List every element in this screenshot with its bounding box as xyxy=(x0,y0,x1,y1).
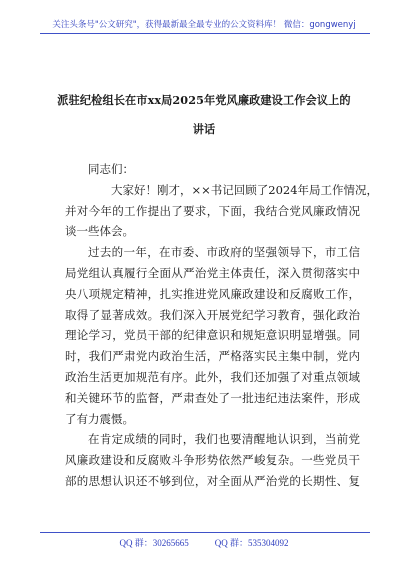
paragraph-line: 央八项规定精神，扎实推进党风廉政建设和反腐败工作， xyxy=(65,286,360,301)
paragraph-line: 并对今年的工作提出了要求，下面，我结合党风廉政情况 xyxy=(65,203,360,218)
document-body xyxy=(65,159,379,492)
paragraph-line: 风廉政建设和反腐败斗争形势依然严峻复杂。一些党员干 xyxy=(65,453,360,468)
paragraph-line: 部的思想认识还不够到位，对全面从严治党的长期性、复 xyxy=(65,473,360,488)
paragraph-line: 了有力震慑。 xyxy=(65,411,134,426)
paragraph-line: 取得了显著成效。我们深入开展党纪学习教育，强化政治 xyxy=(65,307,360,322)
paragraph-line: 谈一些体会。 xyxy=(65,224,134,239)
footer-divider xyxy=(40,532,370,533)
paragraph-line: 政治生活更加规范有序。此外，我们还加强了对重点领域 xyxy=(65,369,360,384)
footer xyxy=(0,536,408,549)
paragraph-line: 理论学习，党员干部的纪律意识和规矩意识明显增强。同 xyxy=(65,328,360,343)
paragraph-line: 局党组认真履行全面从严治党主体责任，深入贯彻落实中 xyxy=(65,265,360,280)
paragraph-line: 过去的一年，在市委、市政府的坚强领导下，市工信 xyxy=(88,245,360,260)
footer-qq-group-2: QQ 群：535304092 xyxy=(214,538,289,548)
footer-qq-group-1: QQ 群：30265665 xyxy=(119,538,189,548)
header-note: 关注头条号"公文研究"，获得最新最全最专业的公文资料库！ 微信：gongwenyj xyxy=(52,20,356,30)
paragraph-line: 时，我们严肃党内政治生活，严格落实民主集中制，党内 xyxy=(65,349,360,364)
paragraph-line: 大家好！刚才，××书记回顾了2024年局工作情况， xyxy=(111,182,379,197)
document-title: 派驻纪检组长在市xx局2025年党风廉政建设工作会议上的 xyxy=(57,93,351,107)
document-title-line2: 讲话 xyxy=(192,122,216,136)
header-divider xyxy=(40,33,370,34)
salutation: 同志们： xyxy=(88,162,134,176)
paragraph-line: 在肯定成绩的同时，我们也要清醒地认识到，当前党 xyxy=(88,432,360,447)
paragraph-line: 和关键环节的监督，严肃查处了一批违纪违法案件，形成 xyxy=(65,390,360,405)
